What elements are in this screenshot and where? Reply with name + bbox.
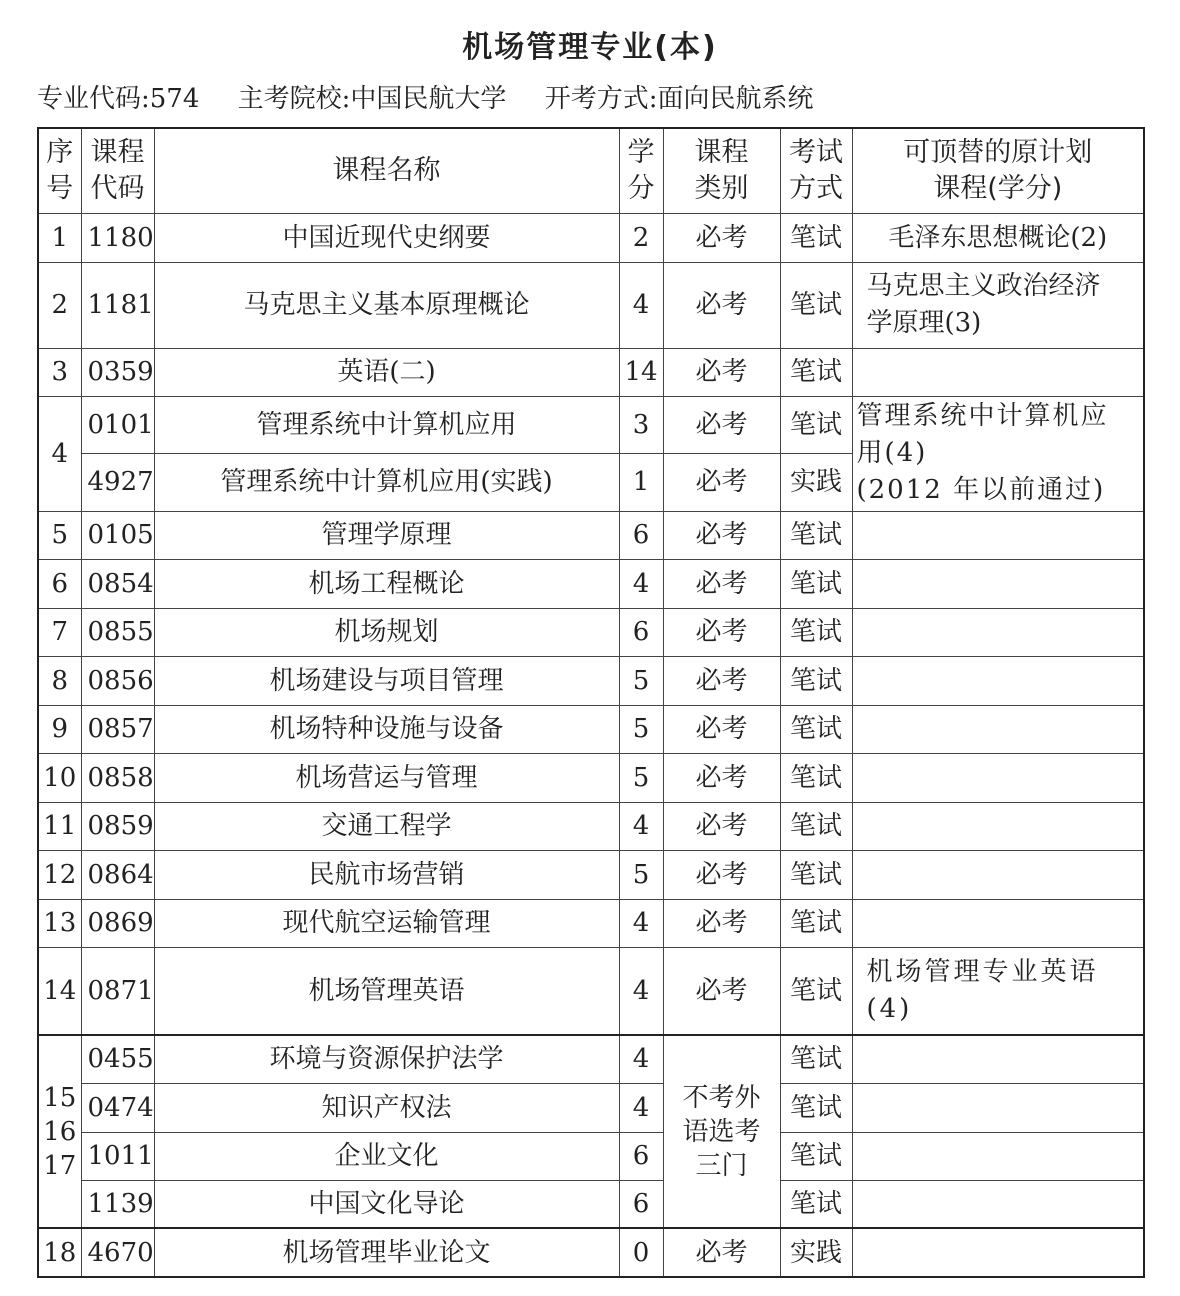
cell-credit: 5 [619, 753, 663, 802]
header-type: 课程 类别 [663, 128, 780, 213]
cell-credit: 5 [619, 656, 663, 705]
cell-name: 知识产权法 [154, 1083, 619, 1132]
cell-code: 4927 [81, 453, 154, 511]
table-row [38, 348, 1144, 396]
cell-replace: 马克思主义政治经济 学原理(3) [852, 262, 1144, 348]
cell-exam: 笔试 [780, 850, 852, 899]
cell-replace [852, 1083, 1144, 1132]
table-row [38, 396, 1144, 453]
cell-code: 0858 [81, 753, 154, 802]
table-row [38, 705, 1144, 753]
cell-credit: 0 [619, 1228, 663, 1277]
cell-name: 机场管理英语 [154, 947, 619, 1035]
table-row [38, 1132, 1144, 1180]
cell-type: 必考 [663, 899, 780, 947]
table-row [38, 511, 1144, 559]
cell-name: 机场规划 [154, 608, 619, 656]
major-info [37, 78, 843, 115]
cell-type: 必考 [663, 947, 780, 1035]
cell-replace [852, 753, 1144, 802]
cell-type: 必考 [663, 656, 780, 705]
cell-name: 机场管理毕业论文 [154, 1228, 619, 1277]
cell-code: 0474 [81, 1083, 154, 1132]
cell-exam: 笔试 [780, 262, 852, 348]
exam-school: 主考院校:中国民航大学 [237, 84, 507, 114]
exam-mode: 开考方式:面向民航系统 [544, 84, 814, 114]
cell-exam: 笔试 [780, 656, 852, 705]
cell-code: 0864 [81, 850, 154, 899]
cell-type: 必考 [663, 802, 780, 850]
table-header [38, 128, 1144, 213]
cell-code: 0854 [81, 559, 154, 608]
cell-credit: 6 [619, 608, 663, 656]
cell-credit: 14 [619, 348, 663, 396]
cell-credit: 4 [619, 899, 663, 947]
cell-credit: 2 [619, 213, 663, 262]
cell-code: 0855 [81, 608, 154, 656]
table-row [38, 850, 1144, 899]
cell-name: 环境与资源保护法学 [154, 1035, 619, 1083]
cell-credit: 4 [619, 559, 663, 608]
cell-code: 1139 [81, 1180, 154, 1228]
cell-no: 7 [38, 608, 81, 656]
table-row [38, 559, 1144, 608]
cell-code: 1181 [81, 262, 154, 348]
cell-type: 必考 [663, 850, 780, 899]
major-code: 专业代码:574 [37, 84, 200, 114]
cell-name: 现代航空运输管理 [154, 899, 619, 947]
cell-type: 必考 [663, 608, 780, 656]
table-row [38, 947, 1144, 1035]
cell-exam: 笔试 [780, 947, 852, 1035]
cell-exam: 笔试 [780, 396, 852, 453]
cell-credit: 5 [619, 850, 663, 899]
cell-credit: 6 [619, 1132, 663, 1180]
cell-no: 1 [38, 213, 81, 262]
cell-replace [852, 348, 1144, 396]
cell-type: 必考 [663, 1228, 780, 1277]
header-credit: 学 分 [619, 128, 663, 213]
cell-replace [852, 899, 1144, 947]
cell-type: 必考 [663, 396, 780, 453]
header-replace: 可顶替的原计划 课程(学分) [852, 128, 1144, 213]
cell-replace [852, 802, 1144, 850]
cell-name: 民航市场营销 [154, 850, 619, 899]
cell-type: 必考 [663, 262, 780, 348]
cell-no: 10 [38, 753, 81, 802]
cell-replace: 管理系统中计算机应 用(4) (2012 年以前通过) [852, 396, 1144, 511]
cell-exam: 笔试 [780, 608, 852, 656]
cell-replace: 机场管理专业英语 (4) [852, 947, 1144, 1035]
table-row [38, 262, 1144, 348]
cell-exam: 笔试 [780, 1132, 852, 1180]
cell-replace [852, 850, 1144, 899]
cell-exam: 实践 [780, 453, 852, 511]
cell-name: 马克思主义基本原理概论 [154, 262, 619, 348]
table-row [38, 1228, 1144, 1277]
cell-type: 必考 [663, 453, 780, 511]
cell-exam: 实践 [780, 1228, 852, 1277]
cell-name: 企业文化 [154, 1132, 619, 1180]
header-exam: 考试 方式 [780, 128, 852, 213]
table-row [38, 1083, 1144, 1132]
cell-credit: 4 [619, 947, 663, 1035]
cell-type: 必考 [663, 753, 780, 802]
table-row [38, 656, 1144, 705]
cell-no: 8 [38, 656, 81, 705]
cell-exam: 笔试 [780, 511, 852, 559]
cell-credit: 4 [619, 1035, 663, 1083]
cell-code: 0857 [81, 705, 154, 753]
cell-name: 交通工程学 [154, 802, 619, 850]
cell-credit: 4 [619, 262, 663, 348]
course-table [37, 127, 1145, 1278]
header-code: 课程 代码 [81, 128, 154, 213]
cell-no: 9 [38, 705, 81, 753]
table-row [38, 899, 1144, 947]
cell-no: 15 16 17 [38, 1035, 81, 1228]
cell-type: 必考 [663, 348, 780, 396]
cell-no: 18 [38, 1228, 81, 1277]
cell-replace [852, 1035, 1144, 1083]
cell-code: 1180 [81, 213, 154, 262]
cell-type: 不考外 语选考 三门 [663, 1035, 780, 1228]
cell-code: 4670 [81, 1228, 154, 1277]
cell-no: 12 [38, 850, 81, 899]
cell-exam: 笔试 [780, 213, 852, 262]
cell-code: 0869 [81, 899, 154, 947]
cell-name: 机场特种设施与设备 [154, 705, 619, 753]
cell-exam: 笔试 [780, 899, 852, 947]
cell-name: 中国文化导论 [154, 1180, 619, 1228]
cell-code: 0871 [81, 947, 154, 1035]
cell-exam: 笔试 [780, 1035, 852, 1083]
table-row [38, 608, 1144, 656]
cell-name: 中国近现代史纲要 [154, 213, 619, 262]
cell-replace [852, 608, 1144, 656]
table-row [38, 1180, 1144, 1228]
cell-code: 0101 [81, 396, 154, 453]
cell-name: 机场工程概论 [154, 559, 619, 608]
cell-no: 14 [38, 947, 81, 1035]
cell-credit: 1 [619, 453, 663, 511]
cell-credit: 3 [619, 396, 663, 453]
table-row [38, 213, 1144, 262]
cell-credit: 4 [619, 802, 663, 850]
cell-type: 必考 [663, 705, 780, 753]
cell-exam: 笔试 [780, 1083, 852, 1132]
cell-credit: 5 [619, 705, 663, 753]
cell-no: 11 [38, 802, 81, 850]
cell-no: 5 [38, 511, 81, 559]
cell-code: 1011 [81, 1132, 154, 1180]
cell-name: 英语(二) [154, 348, 619, 396]
cell-no: 13 [38, 899, 81, 947]
cell-credit: 4 [619, 1083, 663, 1132]
cell-credit: 6 [619, 511, 663, 559]
cell-replace [852, 511, 1144, 559]
cell-name: 机场建设与项目管理 [154, 656, 619, 705]
cell-type: 必考 [663, 559, 780, 608]
cell-exam: 笔试 [780, 705, 852, 753]
page-title: 机场管理专业(本) [462, 30, 718, 65]
cell-name: 管理系统中计算机应用 [154, 396, 619, 453]
cell-replace [852, 656, 1144, 705]
cell-exam: 笔试 [780, 802, 852, 850]
cell-exam: 笔试 [780, 559, 852, 608]
cell-replace [852, 1132, 1144, 1180]
cell-type: 必考 [663, 511, 780, 559]
cell-no: 2 [38, 262, 81, 348]
cell-code: 0859 [81, 802, 154, 850]
cell-code: 0455 [81, 1035, 154, 1083]
cell-code: 0359 [81, 348, 154, 396]
cell-code: 0105 [81, 511, 154, 559]
cell-replace: 毛泽东思想概论(2) [852, 213, 1144, 262]
cell-code: 0856 [81, 656, 154, 705]
header-no: 序 号 [38, 128, 81, 213]
cell-name: 机场营运与管理 [154, 753, 619, 802]
cell-replace [852, 705, 1144, 753]
cell-credit: 6 [619, 1180, 663, 1228]
cell-no: 6 [38, 559, 81, 608]
table-row [38, 802, 1144, 850]
cell-name: 管理学原理 [154, 511, 619, 559]
cell-replace [852, 1180, 1144, 1228]
cell-replace [852, 1228, 1144, 1277]
cell-type: 必考 [663, 213, 780, 262]
table-row [38, 753, 1144, 802]
cell-no: 3 [38, 348, 81, 396]
cell-replace [852, 559, 1144, 608]
cell-exam: 笔试 [780, 348, 852, 396]
table-row [38, 1035, 1144, 1083]
header-name: 课程名称 [154, 128, 619, 213]
cell-exam: 笔试 [780, 1180, 852, 1228]
cell-no: 4 [38, 396, 81, 511]
cell-exam: 笔试 [780, 753, 852, 802]
cell-name: 管理系统中计算机应用(实践) [154, 453, 619, 511]
